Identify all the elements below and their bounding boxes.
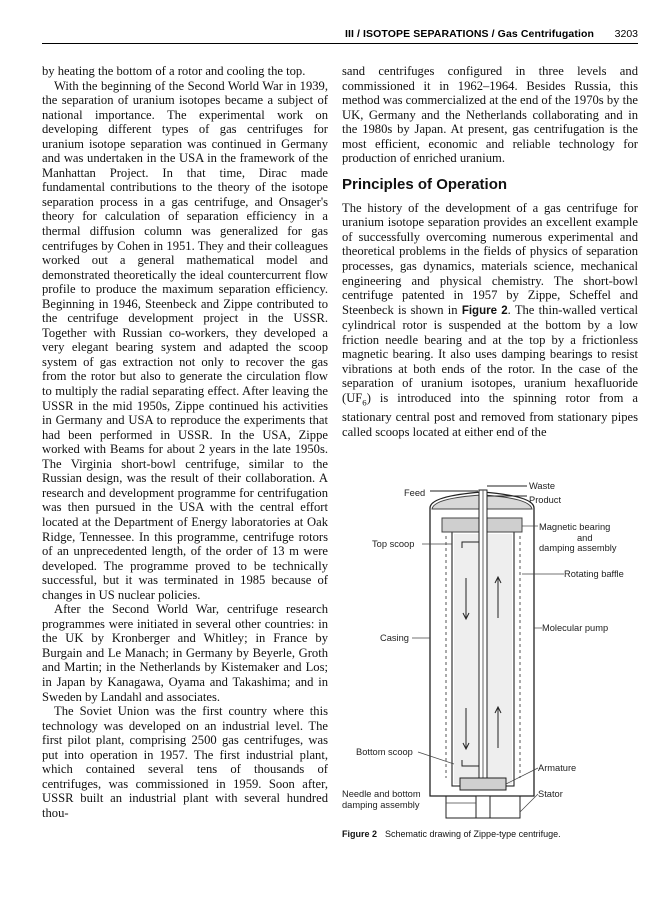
figure-reference[interactable]: Figure 2 [461, 304, 508, 317]
label-damping-assembly: damping assembly [539, 543, 617, 553]
armature [460, 778, 506, 790]
label-casing: Casing [380, 633, 409, 643]
paragraph: After the Second World War, centrifuge research programmes were initiated in several other countries: in the UK by Kronberger and Whitley; in France by Burgain and Le Manach; in Germany by Beyerle, Groth and Martin; in the Netherlands by Kistemaker and Los; in Japan by Kanagawa, Oyama and Takashima; and in Sweden by Landahl and associates. [42, 602, 328, 704]
section-heading: Principles of Operation [342, 175, 508, 193]
label-bottom-scoop: Bottom scoop [356, 747, 413, 757]
label-product: Product [529, 495, 562, 505]
left-column [42, 64, 328, 820]
subscript: 6 [362, 397, 367, 408]
label-needle-bearing: Needle and bottom [342, 789, 421, 799]
running-title: III / ISOTOPE SEPARATIONS / Gas Centrifugation [344, 28, 594, 40]
label-magnetic-bearing-and: and [577, 533, 593, 543]
label-rotating-baffle: Rotating baffle [564, 569, 624, 579]
right-column [342, 64, 638, 439]
label-armature: Armature [538, 763, 577, 773]
label-needle-damping: damping assembly [342, 800, 420, 810]
paragraph [342, 201, 638, 439]
label-top-scoop: Top scoop [372, 539, 415, 549]
label-magnetic-bearing: Magnetic bearing [539, 522, 611, 532]
caption-number: Figure 2 [342, 829, 378, 839]
paragraph: With the beginning of the Second World War in 1939, the separation of uranium isotopes became a subject of national importance. The experimental work on developing different types of gas centrifuges for uranium isotope separation was continued in Germany and was undertaken in the USA in the framework of the Manhattan Project. In that time, Dirac made fundamental contributions to the theory of the isotope separation process in a gas centrifuge, and Onsager's theory for calculation of separation efficiency in a thermal diffusion column was generalized for gas centrifuges by Cohen in 1951. They and their colleagues worked out a general mathematical model and demonstrated theoretically the ideal countercurrent flow profile to produce the maximum separation efficiency. Beginning in 1946, Steenbeck and Zippe contributed to the centrifuge development project in the USSR. Together with Russian co-workers, they developed a very elegant bearing system and adapted the scoop system of gas extraction not only to recover the gas from the rotor but also to generate the circulation flow to multiply the radial separating effect. After leaving the USSR in the mid 1950s, Zippe continued his activities in Germany and USA to reproduce the experiments that had been performed in USSR. In the USA, Zippe worked with Beams for about 2 years in the late 1950s. The Virginia short-bowl centrifuge, similar to the Russian design, was the result of their collaboration. A research and development programme for centrifugation was then pursued in the USA with the central effort located at the Department of Energy laboratories at Oak Ridge, Tennessee. In this programme, centrifuge rotors of an unprecedented length, of the order of 13 m were developed. The programme proved to be technically successful, but it was terminated in 1985 because of changes in US nuclear policies. [42, 78, 328, 602]
label-stator: Stator [538, 789, 563, 799]
label-molecular-pump: Molecular pump [542, 623, 609, 633]
needle-bearing [476, 796, 490, 818]
paragraph-text: ) is introduced into the spinning rotor from a stationary central post and removed from stationary pipes called scoops located at either end of the [342, 390, 638, 439]
paragraph-text: . The thin-walled vertical cylindrical rotor is suspended at the bottom by a low friction needle bearing and at the top by a frictionless magnetic bearing. It also uses damping bearings to resist vibrations at both ends of the rotor. In the case of the separation of uranium isotopes, uranium hexafluoride (UF [342, 302, 638, 405]
label-feed: Feed [404, 488, 426, 498]
page-number: 3203 [614, 28, 638, 40]
caption-text: Schematic drawing of Zippe-type centrifuge. [385, 829, 561, 839]
paragraph: by heating the bottom of a rotor and cooling the top. [42, 64, 306, 78]
figure-caption [342, 829, 638, 839]
label-waste: Waste [529, 481, 556, 491]
paragraph: sand centrifuges configured in three levels and commissioned it in 1962–1964. Besides Russia, this method was commercialized at the end of the 1970s by the UK, Germany and the Netherlands collaborating and in the 1980s by Japan. At present, gas centrifugation is the most efficient, economic and reliable technology for production of enriched uranium. [342, 64, 638, 166]
running-header [42, 25, 638, 44]
paragraph-text: The history of the development of a gas centrifuge for uranium isotope separation provides an excellent example of successfully overcoming numerous experimental and theoretical problems in the fields of physics of separation processes, gas dynamics, materials science, mechanical engineering and physical chemistry. The short-bowl centrifuge patented in 1957 by Zippe, Scheffel and Steenbeck is shown in [342, 200, 638, 317]
paragraph: The Soviet Union was the first country where this technology was developed on an industrial level. The first pilot plant, comprising 2500 gas centrifuges, was put into operation in 1957. The first industrial plant, which contained several tens of thousands of centrifuges, was commissioned in 1959. Soon after, USSR built an industrial plant with several hundred thou- [42, 704, 328, 820]
centrifuge-figure [342, 478, 638, 833]
